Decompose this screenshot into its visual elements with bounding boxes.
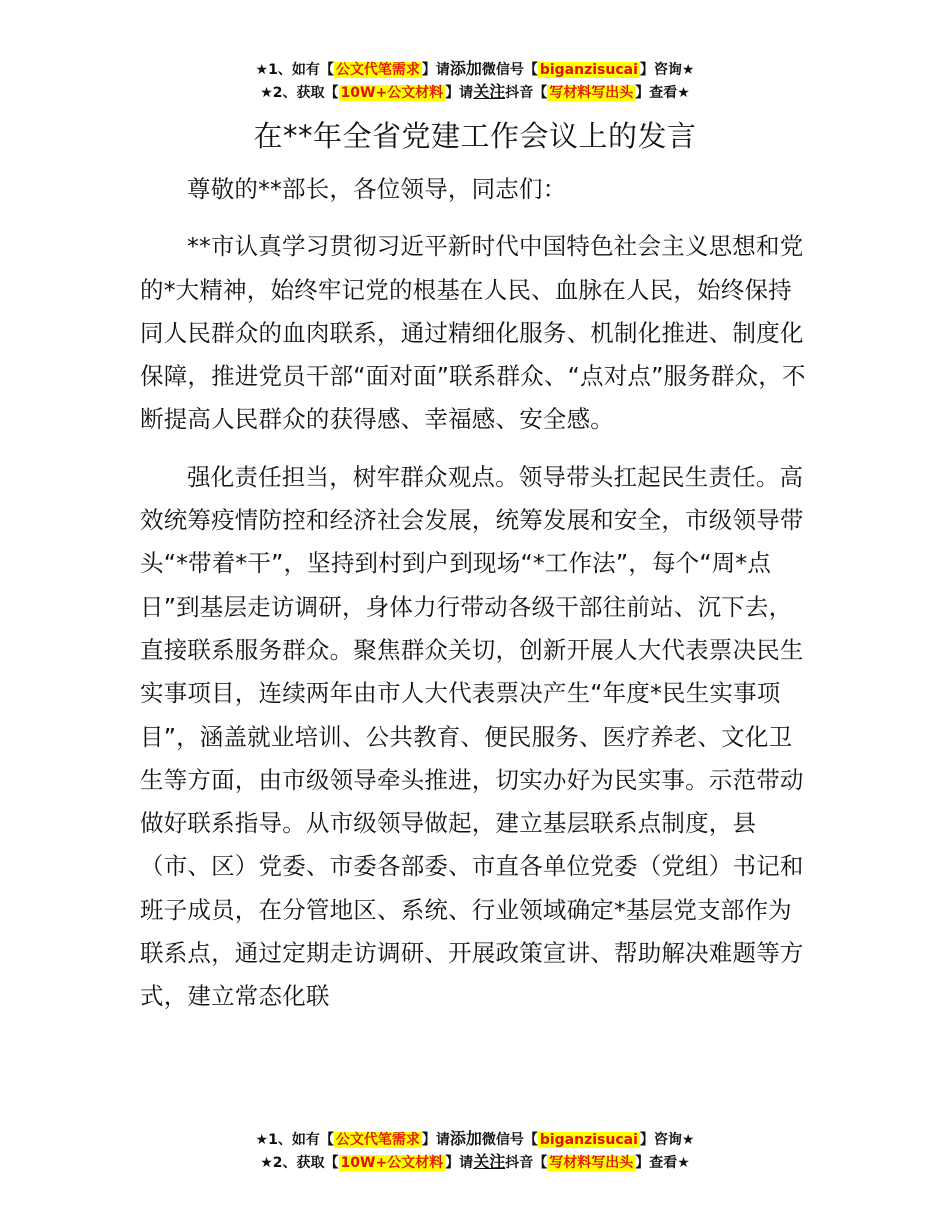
banner-text: 微信号【 <box>481 1132 538 1148</box>
header-banner <box>0 58 950 104</box>
banner-text: ★1、如有【 <box>255 1132 334 1148</box>
banner-text: 抖音【 <box>505 85 548 101</box>
banner-line-1 <box>0 1128 950 1151</box>
banner-highlight: biganzisucai <box>539 1132 638 1148</box>
banner-text: 】咨询★ <box>639 1132 695 1148</box>
banner-text: 微信号【 <box>481 62 538 78</box>
page-title: 在**年全省党建工作会议上的发言 <box>253 119 697 153</box>
banner-line-1 <box>0 58 950 81</box>
banner-emphasis: 关注 <box>473 1152 506 1171</box>
banner-text: 】请 <box>445 85 474 101</box>
banner-text: 】查看★ <box>635 85 690 101</box>
banner-line-2 <box>0 81 950 104</box>
banner-text: ★2、获取【 <box>260 1155 339 1171</box>
banner-emphasis: 添加 <box>449 59 482 78</box>
banner-highlight: 公文代笔需求 <box>335 1132 420 1148</box>
banner-emphasis: 关注 <box>473 82 506 101</box>
banner-text: ★1、如有【 <box>255 62 334 78</box>
document-body <box>140 168 812 1033</box>
banner-highlight: 公文代笔需求 <box>335 62 420 78</box>
footer-banner <box>0 1128 950 1174</box>
paragraph: 强化责任担当，树牢群众观点。领导带头扛起民生责任。高效统筹疫情防控和经济社会发展，统筹发展和安全，市级领导带头“*带着*干”，坚持到村到户到现场“*工作法”，每个“周*点日”到基层走访调研，身体力行带动各级干部往前站、沉下去，直接联系服务群众。聚焦群众关切，创新开展人大代表票决民生实事项目，连续两年由市人大代表票决产生“年度*民生实事项目”，涵盖就业培训、公共教育、便民服务、医疗养老、文化卫生等方面，由市级领导牵头推进，切实办好为民实事。示范带动做好联系指导。从市级领导做起，建立基层联系点制度，县（市、区）党委、市委各部委、市直各单位党委（党组）书记和班子成员，在分管地区、系统、行业领域确定*基层党支部作为联系点，通过定期走访调研、开展政策宣讲、帮助解决难题等方式，建立常态化联 <box>140 462 804 1011</box>
paragraph: **市认真学习贯彻习近平新时代中国特色社会主义思想和党的*大精神，始终牢记党的根基在人民、血脉在人民，始终保持同人民群众的血肉联系，通过精细化服务、机制化推进、制度化保障，推进党员干部“面对面”联系群众、“点对点”服务群众，不断提高人民群众的获得感、幸福感、安全感。 <box>140 232 806 434</box>
banner-text: 】查看★ <box>635 1155 690 1171</box>
banner-highlight: 10W+公文材料 <box>340 1155 444 1171</box>
banner-line-2 <box>0 1151 950 1174</box>
banner-emphasis: 添加 <box>449 1129 482 1148</box>
banner-text: 】请 <box>421 1132 450 1148</box>
banner-text: ★2、获取【 <box>260 85 339 101</box>
banner-highlight: 写材料写出头 <box>549 85 634 101</box>
banner-highlight: biganzisucai <box>539 62 638 78</box>
banner-text: 】请 <box>421 62 450 78</box>
banner-highlight: 10W+公文材料 <box>340 85 444 101</box>
banner-text: 抖音【 <box>505 1155 548 1171</box>
salutation: 尊敬的**部长，各位领导，同志们： <box>187 175 567 203</box>
banner-highlight: 写材料写出头 <box>549 1155 634 1171</box>
banner-text: 】咨询★ <box>639 62 695 78</box>
banner-text: 】请 <box>445 1155 474 1171</box>
